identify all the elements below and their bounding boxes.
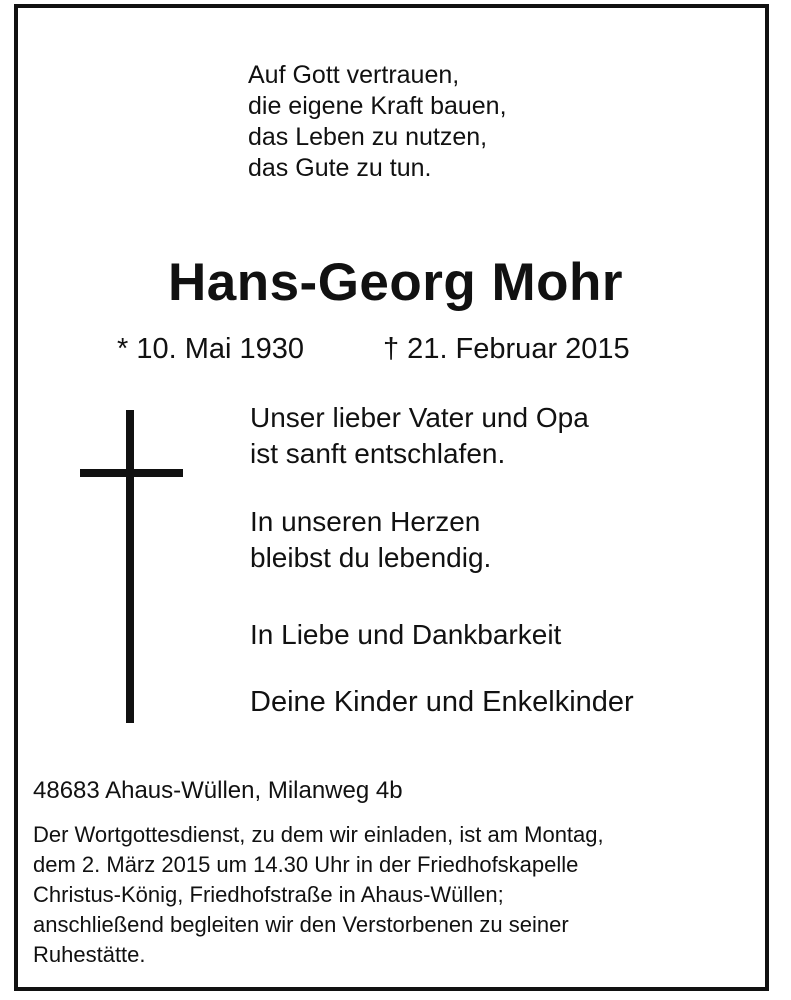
poem-line: das Gute zu tun.: [248, 154, 432, 182]
death-date: † 21. Februar 2015: [383, 333, 630, 365]
service-line: Der Wortgottesdienst, zu dem wir einladen, ist am Montag,: [33, 822, 604, 847]
service-line: Ruhestätte.: [33, 942, 146, 967]
poem: [248, 60, 507, 184]
service-line: anschließend begleiten wir den Verstorbenen zu seiner: [33, 912, 569, 937]
poem-line: die eigene Kraft bauen,: [248, 92, 507, 120]
deceased-name: Hans-Georg Mohr: [167, 253, 624, 312]
service-line: Christus-König, Friedhofstraße in Ahaus-Wüllen;: [33, 882, 504, 907]
poem-line: Auf Gott vertrauen,: [248, 61, 460, 89]
closing-line: In Liebe und Dankbarkeit: [250, 619, 562, 650]
message-line: In unseren Herzen: [250, 506, 481, 537]
cross-horizontal-bar: [80, 469, 183, 477]
cross-vertical-bar: [126, 410, 134, 723]
message-line: bleibst du lebendig.: [250, 542, 492, 573]
message-line: ist sanft entschlafen.: [250, 438, 506, 469]
message-block-2: [250, 504, 491, 576]
mourner-address: 48683 Ahaus-Wüllen, Milanweg 4b: [33, 777, 403, 804]
signature-line: Deine Kinder und Enkelkinder: [250, 686, 634, 718]
message-block-1: [250, 400, 589, 472]
birth-date: * 10. Mai 1930: [117, 333, 305, 365]
poem-line: das Leben zu nutzen,: [248, 123, 488, 151]
message-line: Unser lieber Vater und Opa: [250, 402, 589, 433]
service-line: dem 2. März 2015 um 14.30 Uhr in der Friedhofskapelle: [33, 852, 579, 877]
service-notice: [33, 820, 604, 970]
